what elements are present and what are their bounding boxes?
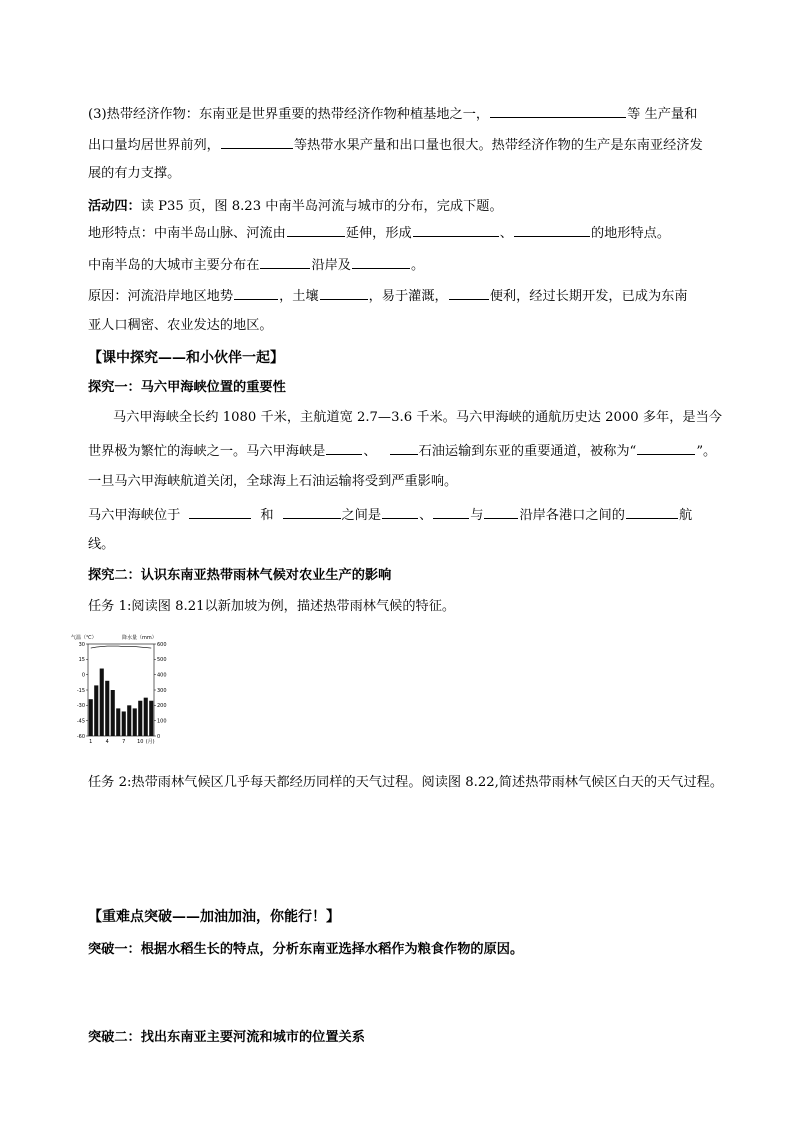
- precipitation-bar: [111, 690, 115, 736]
- breakthrough-two: 突破二：找出东南亚主要河流和城市的位置关系: [88, 1030, 365, 1045]
- answer-blank[interactable]: [352, 254, 410, 269]
- terrain-question: 地形特点：中南半岛山脉、河流由 延伸，形成 、 的地形特点。: [88, 222, 670, 244]
- precipitation-bar: [105, 681, 109, 736]
- tick-label-left: 30: [78, 641, 85, 648]
- task-one: 任务 1:阅读图 8.21以新加坡为例，描述热带雨林气候的特征。: [88, 599, 456, 614]
- precipitation-bar: [133, 708, 137, 736]
- precipitation-bar: [149, 701, 153, 736]
- precipitation-bar: [100, 669, 104, 736]
- paragraph-line: 世界极为繁忙的海峡之一。马六甲海峡是 、 石油运输到东亚的重要通道，被称为“ ”。: [88, 440, 716, 462]
- tick-label-left: -15: [76, 687, 85, 694]
- precipitation-bar: [127, 705, 131, 736]
- answer-blank[interactable]: [626, 504, 678, 519]
- tick-label-x: 10: [137, 739, 144, 745]
- paragraph-line: 一旦马六甲海峡航道关闭，全球海上石油运输将受到严重影响。: [88, 474, 458, 489]
- section-heading: 【课中探究——和小伙伴一起】: [88, 350, 284, 366]
- answer-blank[interactable]: [413, 222, 499, 237]
- paragraph-line: 线。: [88, 537, 115, 552]
- axis-label-temperature: 气温（℃）: [71, 635, 97, 641]
- precipitation-bar: [138, 701, 142, 736]
- paragraph-line: 马六甲海峡位于 和 之间是 、 与 沿岸各港口之间的 航: [88, 504, 692, 526]
- precipitation-bar: [116, 708, 120, 736]
- tick-label-right: 0: [157, 733, 161, 740]
- answer-blank[interactable]: [326, 440, 362, 455]
- section-heading: 【重难点突破——加油加油，你能行！】: [88, 909, 340, 925]
- task-two: 任务 2:热带雨林气候区几乎每天都经历同样的天气过程。阅读图 8.22,简述热带雨林气候区白天的天气过程。: [88, 775, 724, 790]
- reason-question: 原因：河流沿岸地区地势 ，土壤 ，易于灌溉， 便利，经过长期开发，已成为东南: [88, 285, 688, 307]
- answer-blank[interactable]: [484, 504, 518, 519]
- tick-label-right: 400: [157, 672, 167, 679]
- answer-blank[interactable]: [514, 222, 590, 237]
- tick-label-left: 0: [81, 672, 85, 679]
- precipitation-bar: [94, 685, 98, 736]
- answer-blank[interactable]: [234, 285, 278, 300]
- answer-blank[interactable]: [320, 285, 368, 300]
- answer-blank[interactable]: [433, 504, 469, 519]
- answer-blank[interactable]: [490, 103, 626, 118]
- answer-blank[interactable]: [221, 134, 293, 149]
- tick-label-left: -60: [76, 733, 85, 740]
- tick-label-right: 300: [157, 687, 167, 694]
- answer-blank[interactable]: [449, 285, 489, 300]
- tick-label-x: 1: [89, 739, 93, 745]
- temperature-line: [91, 646, 152, 648]
- answer-blank[interactable]: [637, 440, 695, 455]
- tick-label-x: 4: [105, 739, 109, 745]
- exploration-two-title: 探究二：认识东南亚热带雨林气候对农业生产的影响: [88, 568, 392, 583]
- tick-label-left: -30: [76, 703, 85, 710]
- tick-label-right: 100: [157, 718, 167, 725]
- precipitation-bar: [122, 711, 126, 736]
- precipitation-bar: [144, 698, 148, 736]
- answer-blank[interactable]: [283, 504, 341, 519]
- activity-four: 活动四：读 P35 页，图 8.23 中南半岛河流与城市的分布，完成下题。: [88, 199, 503, 214]
- breakthrough-one: 突破一：根据水稻生长的特点，分析东南亚选择水稻作为粮食作物的原因。: [88, 942, 524, 957]
- climate-chart: [70, 632, 180, 752]
- axis-label-precipitation: 降水量（mm）: [122, 635, 157, 641]
- answer-blank[interactable]: [390, 440, 418, 455]
- tick-label-x: 7: [122, 739, 126, 745]
- tick-label-left: 15: [78, 657, 85, 664]
- tick-label-left: -45: [76, 718, 85, 725]
- paragraph-line: 亚人口稠密、农业发达的地区。: [88, 318, 273, 333]
- tick-label-right: 200: [157, 703, 167, 710]
- precipitation-bar: [89, 699, 93, 736]
- city-question: 中南半岛的大城市主要分布在 沿岸及 。: [88, 254, 424, 276]
- answer-blank[interactable]: [189, 504, 251, 519]
- activity-four-title: 活动四：: [88, 199, 141, 214]
- answer-blank[interactable]: [382, 504, 418, 519]
- paragraph-line: (3)热带经济作物：东南亚是世界重要的热带经济作物种植基地之一， 等 生产量和: [88, 103, 697, 125]
- paragraph-line: 出口量均居世界前列， 等热带水果产量和出口量也很大。热带经济作物的生产是东南亚经济发: [88, 134, 703, 156]
- answer-blank[interactable]: [287, 222, 345, 237]
- tick-label-right: 600: [157, 641, 167, 648]
- paragraph-line: 马六甲海峡全长约 1080 千米，主航道宽 2.7—3.6 千米。马六甲海峡的通航历史达 2000 多年，是当今: [113, 410, 722, 425]
- exploration-one-title: 探究一：马六甲海峡位置的重要性: [88, 380, 286, 395]
- tick-label-right: 500: [157, 657, 167, 664]
- answer-blank[interactable]: [260, 254, 310, 269]
- tick-label-x: (月): [145, 739, 155, 745]
- paragraph-line: 展的有力支撑。: [88, 166, 181, 181]
